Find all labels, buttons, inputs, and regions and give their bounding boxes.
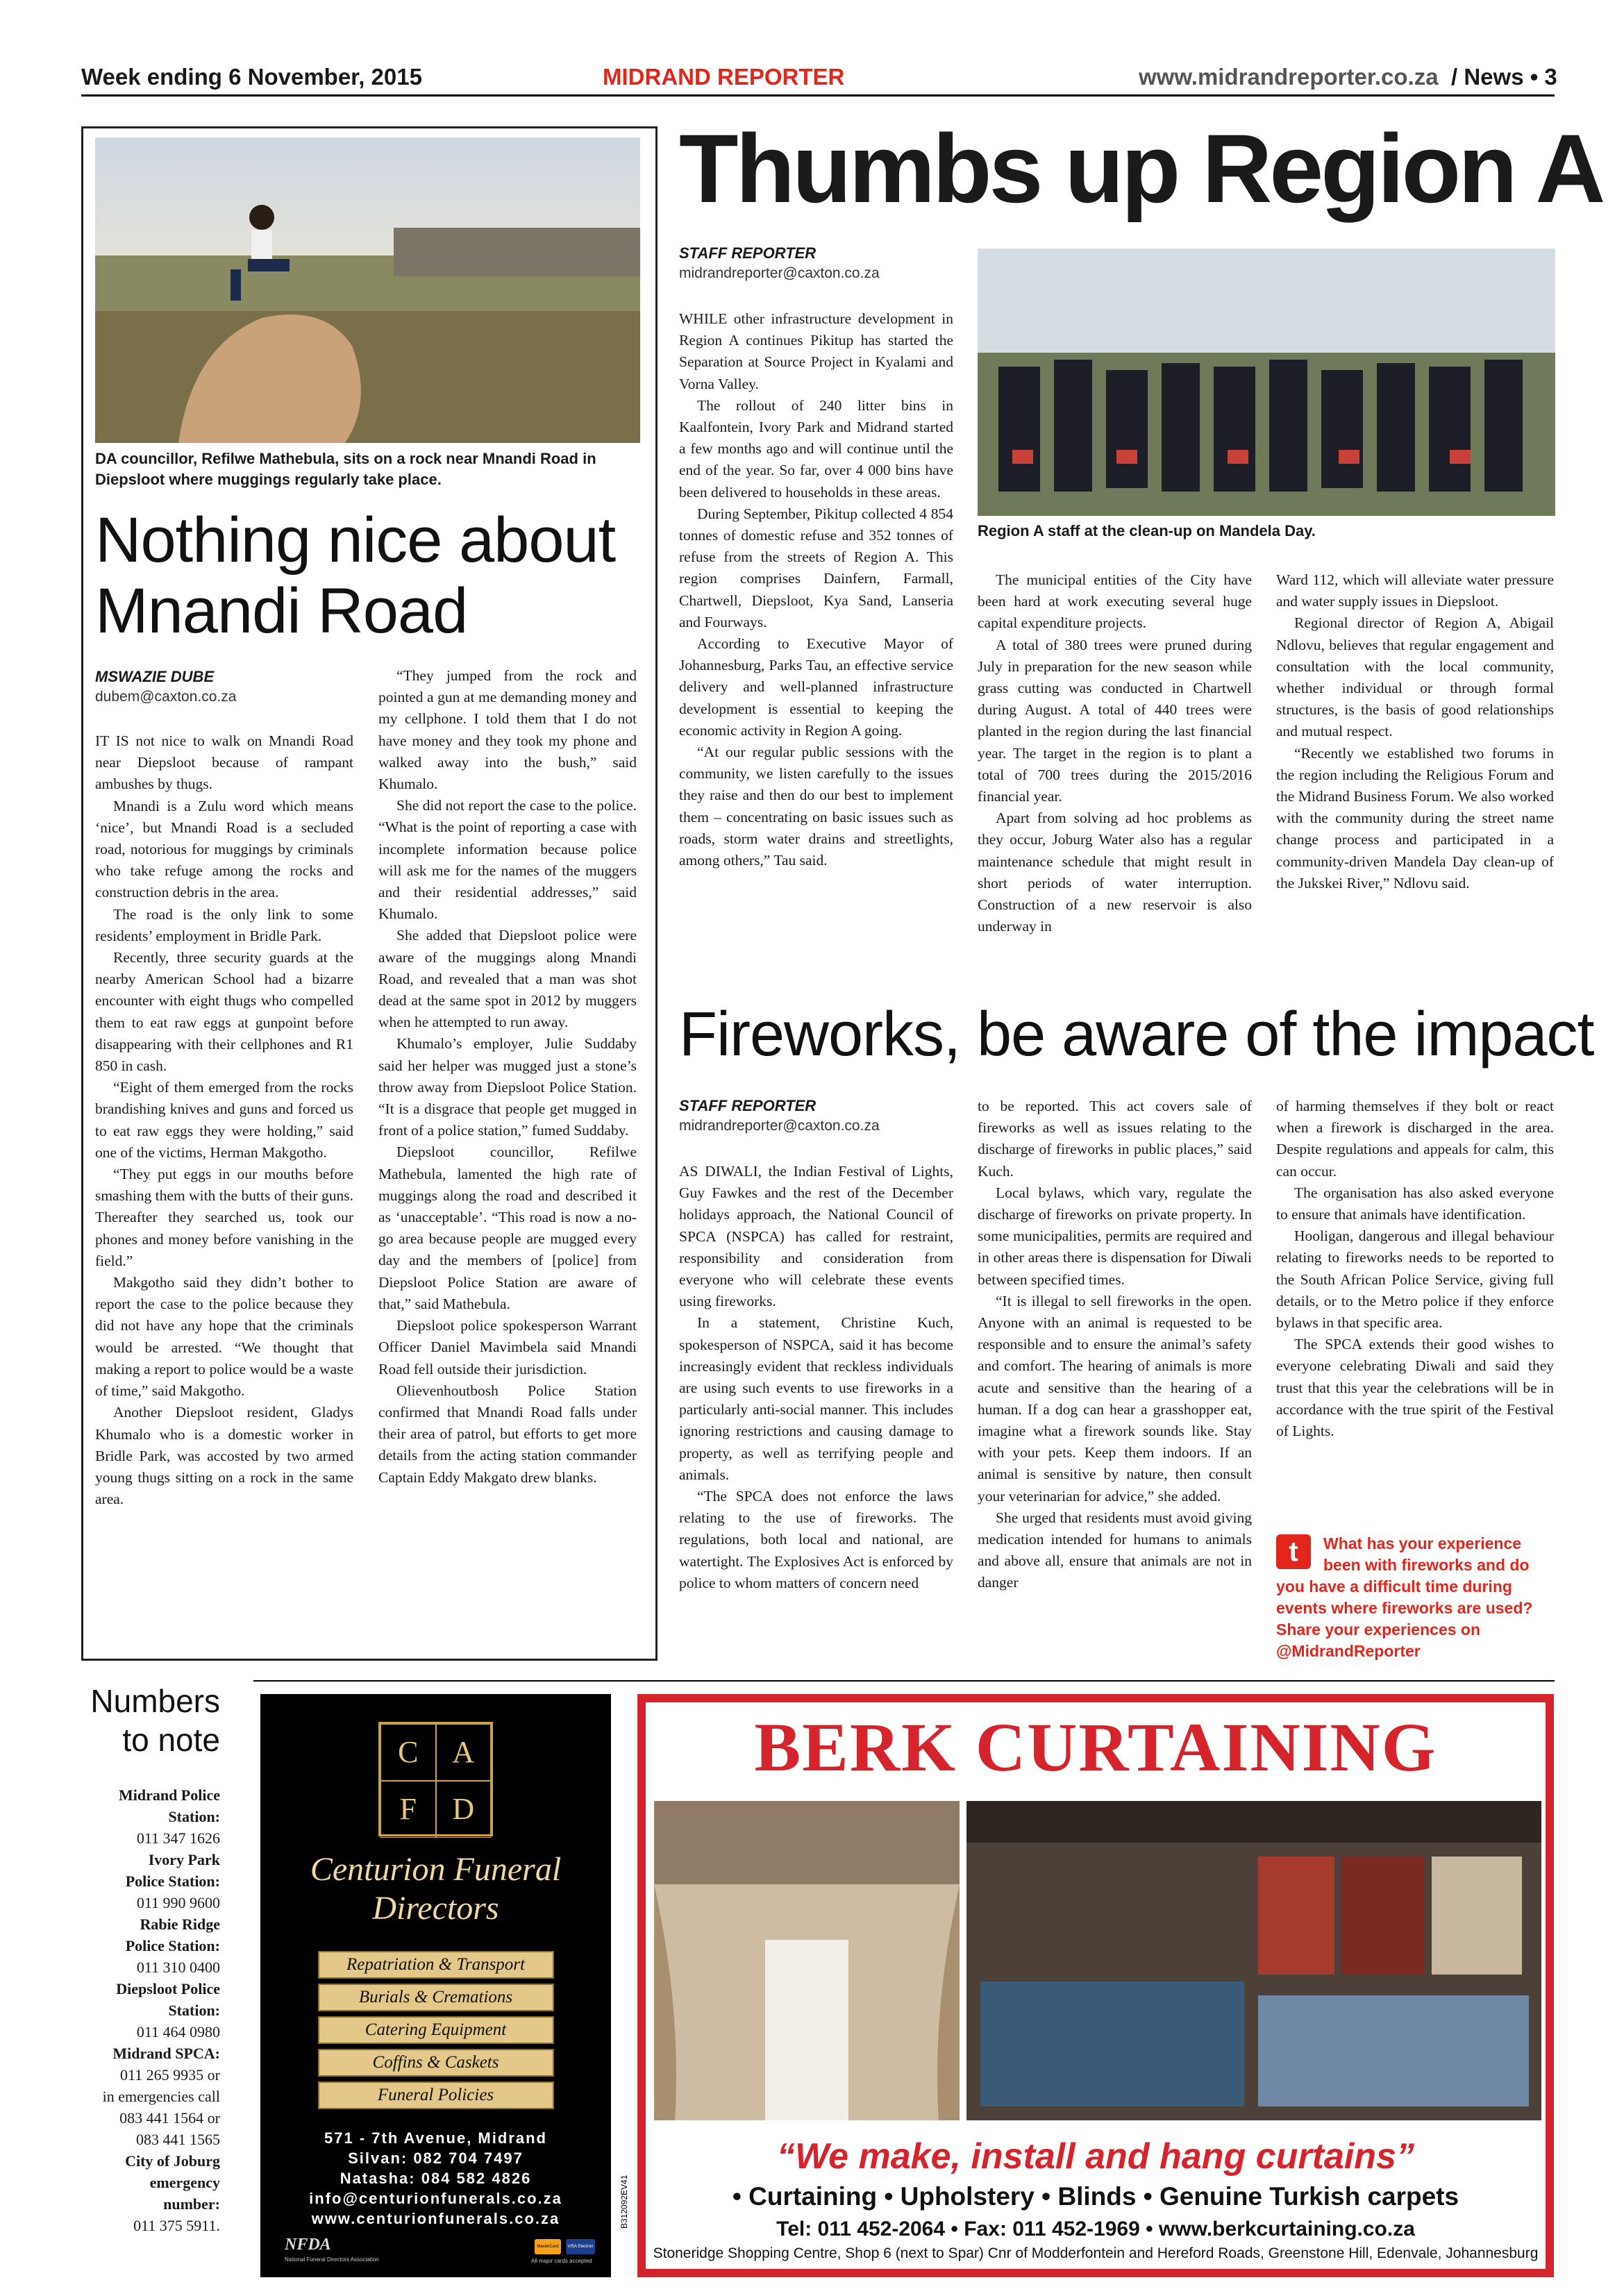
berk-ad-inner (646, 1702, 1546, 2269)
service-item: Catering Equipment (318, 2016, 554, 2044)
number-line: 011 375 5911. (133, 2217, 220, 2234)
paragraph: Hooligan, dangerous and illegal behaviour relating to fireworks needs to be reported to the South African Police Service, giving full details, or to the Metro police if they enforce bylaws in that specific area. (1276, 1227, 1554, 1332)
mnandi-headline-line1: Nothing nice about (95, 505, 616, 576)
paragraph: “Eight of them emerged from the rocks brandishing knives and guns and forced us to eat raw eggs they were holding,” said one of the victims, Herman Makgotho. (95, 1079, 353, 1161)
mnandi-photo-caption: DA councillor, Refilwe Mathebula, sits on a rock near Mnandi Road in Diepsloot where muggings regularly take place. (95, 450, 596, 488)
paragraph: “At our regular public sessions with the community, we listen carefully to the issues they raise and then do our best to implement them – concentrating on basic issues such as roads, storm water drains and streetlights, among others,” Tau said. (679, 744, 953, 869)
paragraph: The organisation has also asked everyone to ensure that animals have identification. (1276, 1184, 1554, 1223)
paragraph: “It is illegal to sell fireworks in the open. Anyone with an animal is requested to be responsible and to ensure the animal’s safety and comfort. The hearing of animals is more acute and sensitive than the hearing of a human. If a dog can hear a grasshopper eat, imagine what a firework sounds like. Stay with your pets. Keep them indoors. If an animal is sensitive by nature, then consult your veterinarian for advice,” she added. (978, 1292, 1252, 1505)
twitter-prompt-line: Share your experiences on (1276, 1620, 1481, 1639)
berk-photo-carpets (966, 1801, 1541, 2120)
paragraph: Ward 112, which will alleviate water pressure and water supply issues in Diepsloot. (1276, 571, 1554, 610)
berk-address: Stoneridge Shopping Centre, Shop 6 (next to Spar) Cnr of Modderfontein and Hereford Roads, Greenstone Hill, Edenvale, Johannesburg (653, 2245, 1539, 2261)
paragraph: Diepsloot police spokesperson Warrant Officer Daniel Mavimbela said Mnandi Road fell outside their jurisdiction. (378, 1317, 637, 1377)
funeral-address: 571 - 7th Avenue, Midrand (324, 2129, 547, 2147)
numbers-title (81, 1682, 220, 1759)
cards-accepted-note: All major cards accepted (531, 2258, 592, 2264)
number-line: Diepsloot Police (116, 1980, 220, 1997)
numbers-title-line: Numbers (90, 1683, 220, 1719)
paragraph: of harming themselves if they bolt or react when a firework is discharged in the area. Despite regulations and appeals for calm, this can occur. (1276, 1098, 1554, 1180)
fireworks-column-1 (679, 1161, 953, 1661)
number-line: Station: (168, 1808, 220, 1825)
region-headline: Thumbs up Region A (679, 114, 1603, 223)
nfda-logo: NFDA (285, 2236, 331, 2254)
number-line: Rabie Ridge (140, 1916, 220, 1933)
number-line: in emergencies call (102, 2088, 220, 2105)
region-column-2 (978, 569, 1252, 993)
paragraph: “They put eggs in our mouths before smashing them with the butts of their guns. Thereafter they searched us, took our phones and money before vanishing in the field.” (95, 1166, 353, 1269)
paragraph: IT IS not nice to walk on Mnandi Road near Diepsloot because of rampant ambushes by thugs. (95, 732, 353, 793)
twitter-prompt-line: events where fireworks are used? (1276, 1599, 1533, 1617)
logo-letter: A (436, 1724, 492, 1781)
funeral-logo (378, 1722, 493, 1836)
website-link[interactable]: www.midrandreporter.co.za (1139, 64, 1439, 90)
header-rule (81, 94, 1555, 97)
number-line: Midrand Police (118, 1786, 220, 1804)
region-photo (978, 249, 1555, 516)
curtain-illustration (654, 1801, 960, 2120)
twitter-prompt-line: What has your experience (1323, 1534, 1522, 1552)
service-item: Burials & Cremations (318, 1984, 554, 2011)
berk-services: • Curtaining • Upholstery • Blinds • Genuine Turkish carpets (732, 2182, 1459, 2211)
number-line: Midrand SPCA: (112, 2045, 220, 2062)
number-line: emergency (149, 2174, 220, 2191)
funeral-name-line: Centurion Funeral (310, 1851, 562, 1888)
numbers-title-line: to note (122, 1722, 220, 1758)
funeral-ad[interactable] (260, 1694, 611, 2277)
number-line: 011 310 0400 (136, 1959, 220, 1976)
twitter-prompt-line: been with fireworks and do (1323, 1556, 1530, 1574)
twitter-handle[interactable]: @MidrandReporter (1276, 1642, 1421, 1660)
logo-letter: C (380, 1724, 436, 1781)
number-line: Police Station: (125, 1937, 220, 1954)
number-line: Police Station: (125, 1872, 220, 1890)
service-item: Coffins & Caskets (318, 2049, 554, 2077)
carpet-illustration (966, 1801, 1541, 2120)
paragraph: The SPCA extends their good wishes to everyone celebrating Diwali and said they trust that this year the celebrations will be in accordance with the true spirit of the Festival of Lights. (1276, 1336, 1554, 1440)
paragraph: “They jumped from the rock and pointed a gun at me demanding money and my cellphone. I told them that I do not have money and they took my phone and walked away into the bush,” said Khumalo. (378, 667, 637, 793)
paragraph: Recently, three security guards at the nearby American School had a bizarre encounter with eight thugs who compelled them to eat raw eggs at gunpoint before disappearing with their cellphones and R1 850 in cash. (95, 949, 353, 1075)
paragraph: Regional director of Region A, Abigail Ndlovu, believes that regular engagement and consultation with the local community, whether individual or through formal structures, is the basis of good relationships and mutual respect. (1276, 614, 1554, 740)
visa-electron-icon: VISA Electron (566, 2239, 595, 2254)
number-line: 011 265 9935 or (119, 2066, 220, 2084)
funeral-name (260, 1850, 611, 1928)
number-line: number: (163, 2195, 220, 2213)
paragraph: Apart from solving ad hoc problems as they occur, Joburg Water also has a regular maintenance schedule that might result in short periods of water interruption. Construction of a new reservoir is also underway in (978, 810, 1252, 935)
paragraph: Local bylaws, which vary, regulate the discharge of fireworks on private property. In some municipalities, permits are required and in other areas there is dispensation for Diwali between specified times. (978, 1184, 1252, 1288)
mnandi-column-2 (378, 665, 637, 1651)
service-item: Repatriation & Transport (318, 1951, 554, 1979)
twitter-prompt (1276, 1533, 1554, 1662)
fireworks-headline: Fireworks, be aware of the impact (679, 1000, 1594, 1069)
number-line: Station: (168, 2002, 220, 2019)
twitter-prompt-line: you have a difficult time during (1276, 1577, 1512, 1595)
section-label: / News • 3 (1451, 64, 1557, 90)
region-column-3 (1276, 569, 1554, 993)
paragraph: Khumalo’s employer, Julie Suddaby said her helper was mugged just a stone’s throw away from Diepsloot Police Station. “It is a disgrace that people get mugged in front of a police station,” fumed Suddaby. (378, 1035, 637, 1139)
fireworks-column-3 (1276, 1096, 1554, 1533)
mnandi-headline-line2: Mnandi Road (95, 576, 468, 646)
paragraph: WHILE other infrastructure development in Region A continues Pikitup has started the Separation at Source Project in Kyalami and Vorna Valley. (679, 310, 953, 392)
number-line: 083 441 1565 (136, 2131, 220, 2148)
number-line: 011 464 0980 (136, 2023, 220, 2041)
mnandi-column-1 (95, 730, 353, 1647)
mnandi-email[interactable]: dubem@caxton.co.za (95, 689, 237, 705)
funeral-contact (260, 2128, 611, 2229)
paragraph: She did not report the case to the police. “What is the point of reporting a case with incomplete information because police will ask me for the names of the muggers and their residential addresses,” said Khumalo. (378, 797, 637, 923)
funeral-phone-natasha[interactable]: Natasha: 084 582 4826 (340, 2170, 532, 2187)
service-item: Funeral Policies (318, 2081, 554, 2109)
paragraph: She urged that residents must avoid giving medication intended for humans to animals and above all, ensure that animals are not in danger (978, 1509, 1252, 1591)
funeral-name-line: Directors (372, 1890, 499, 1927)
paragraph: The rollout of 240 litter bins in Kaalfontein, Ivory Park and Midrand started a few months ago and will continue until the end of the year. So far, over 4 000 bins have been delivered to households in these areas. (679, 396, 953, 501)
fireworks-byline: STAFF REPORTER (679, 1097, 817, 1114)
region-byline: STAFF REPORTER (679, 244, 817, 262)
number-line: 011 990 9600 (136, 1894, 220, 1911)
numbers-list (81, 1784, 220, 2236)
region-column-1 (679, 308, 953, 989)
mnandi-photo-illustration (95, 137, 640, 443)
paragraph: Diepsloot councillor, Refilwe Mathebula, lamented the high rate of muggings along the road and described it as ‘unacceptable’. “This road is now a no-go area because people are mugged every day and the members of [police] from Diepsloot Police Station are aware of that,” said Mathebula. (378, 1143, 637, 1312)
paragraph: In a statement, Christine Kuch, spokesperson of NSPCA, said it has become increasingly evident that reckless individuals are using such events to use fireworks in a particularly anti-social manner. This includes ignoring restrictions and causing damage to property, as well as terrifying people and animals. (679, 1314, 953, 1483)
paragraph: Makgotho said they didn’t bother to report the case to the police because they did not have any hope that the criminals would be arrested. “We thought that making a report to police would be a waste of time,” said Makgotho. (95, 1274, 353, 1400)
paragraph: Mnandi is a Zulu word which means ‘nice’, but Mnandi Road is a secluded road, notorious for muggings by criminals who take refuge among the rocks and construction debris in the area. (95, 797, 353, 901)
paragraph: The municipal entities of the City have been hard at work executing several huge capital expenditure projects. (978, 571, 1252, 632)
region-photo-illustration (978, 249, 1555, 516)
masthead: MIDRAND REPORTER (603, 64, 845, 90)
issue-date: Week ending 6 November, 2015 (81, 64, 422, 90)
logo-letter: D (436, 1781, 492, 1838)
fireworks-email[interactable]: midrandreporter@caxton.co.za (679, 1118, 880, 1134)
paragraph: AS DIWALI, the Indian Festival of Lights, Guy Fawkes and the rest of the December holidays approach, the National Council of SPCA (NSPCA) has called for restraint, responsibility and consideration from everyone who will celebrate these events using fireworks. (679, 1163, 953, 1310)
logo-letter: F (380, 1781, 436, 1838)
ad-code: B312092EV41 (619, 2175, 629, 2229)
mastercard-icon: MasterCard (535, 2239, 561, 2254)
funeral-email[interactable]: info@centurionfunerals.co.za (309, 2190, 562, 2207)
funeral-services (260, 1951, 611, 2114)
paragraph: During September, Pikitup collected 4 854 tonnes of domestic refuse and 352 tonnes of refuse from the streets of Region A. This region comprises Dainfern, Farmall, Chartwell, Diepsloot, Kya Sand, Lanseria and Fourways. (679, 505, 953, 630)
berk-photo-curtains (654, 1801, 960, 2120)
twitter-icon[interactable]: t (1276, 1534, 1311, 1569)
ads-rule (253, 1680, 1555, 1682)
berk-contact[interactable]: Tel: 011 452-2064 • Fax: 011 452-1969 • www.berkcurtaining.co.za (776, 2218, 1415, 2240)
paragraph: A total of 380 trees were pruned during July in preparation for the new season while grass cutting was conducted in Chartwell during August. A total of 440 trees were planted in the region during the last financial year. The target in the region is to plant a total of 700 trees during the 2015/2016 financial year. (978, 636, 1252, 805)
paragraph: Olievenhoutbosh Police Station confirmed that Mnandi Road falls under their area of patrol, but efforts to get more details from the acting station commander Captain Eddy Makgato drew blanks. (378, 1382, 637, 1486)
paragraph: to be reported. This act covers sale of fireworks as well as issues relating to the discharge of fireworks in public places,” said Kuch. (978, 1098, 1252, 1180)
region-photo-caption: Region A staff at the clean-up on Mandela Day. (978, 522, 1316, 539)
number-line: 011 347 1626 (136, 1829, 220, 1847)
paragraph: The road is the only link to some residents’ employment in Bridle Park. (95, 905, 353, 944)
berk-ad[interactable] (637, 1694, 1554, 2277)
funeral-phone-silvan[interactable]: Silvan: 082 704 7497 (348, 2150, 524, 2167)
paragraph: According to Executive Mayor of Johannesburg, Parks Tau, an effective service delivery and well-planned infrastructure development is essential to keeping the economic activity in Region A going. (679, 635, 953, 739)
fireworks-column-2 (978, 1096, 1252, 1661)
paragraph: Another Diepsloot resident, Gladys Khumalo who is a domestic worker in Bridle Park, was accosted by two armed young thugs sitting on a rock in the same area. (95, 1404, 353, 1508)
region-email[interactable]: midrandreporter@caxton.co.za (679, 265, 880, 281)
paragraph: “The SPCA does not enforce the laws relating to the use of fireworks. The regulations, both local and national, are watertight. The Explosives Act is enforced by police to whom matters of concern need (679, 1488, 953, 1591)
number-line: City of Joburg (125, 2152, 220, 2170)
paragraph: “Recently we established two forums in the region including the Religious Forum and the Midrand Business Forum. We also worked with the community during the street name change process and participated in a community-driven Mandela Day clean-up of the Jukskei River,” Ndlovu said. (1276, 744, 1554, 891)
berk-slogan: “We make, install and hang curtains” (777, 2136, 1414, 2177)
nfda-full-name: National Funeral Directors Association (285, 2256, 379, 2263)
berk-title: BERK CURTAINING (754, 1709, 1437, 1786)
funeral-website[interactable]: www.centurionfunerals.co.za (311, 2210, 560, 2227)
mnandi-photo (95, 137, 640, 443)
number-line: Ivory Park (148, 1851, 220, 1868)
mnandi-byline: MSWAZIE DUBE (95, 668, 215, 685)
number-line: 083 441 1564 or (119, 2109, 220, 2127)
paragraph: She added that Diepsloot police were aware of the muggings along Mnandi Road, and revealed that a man was shot dead at the same spot in 2012 by muggers when he attempted to run away. (378, 927, 637, 1031)
